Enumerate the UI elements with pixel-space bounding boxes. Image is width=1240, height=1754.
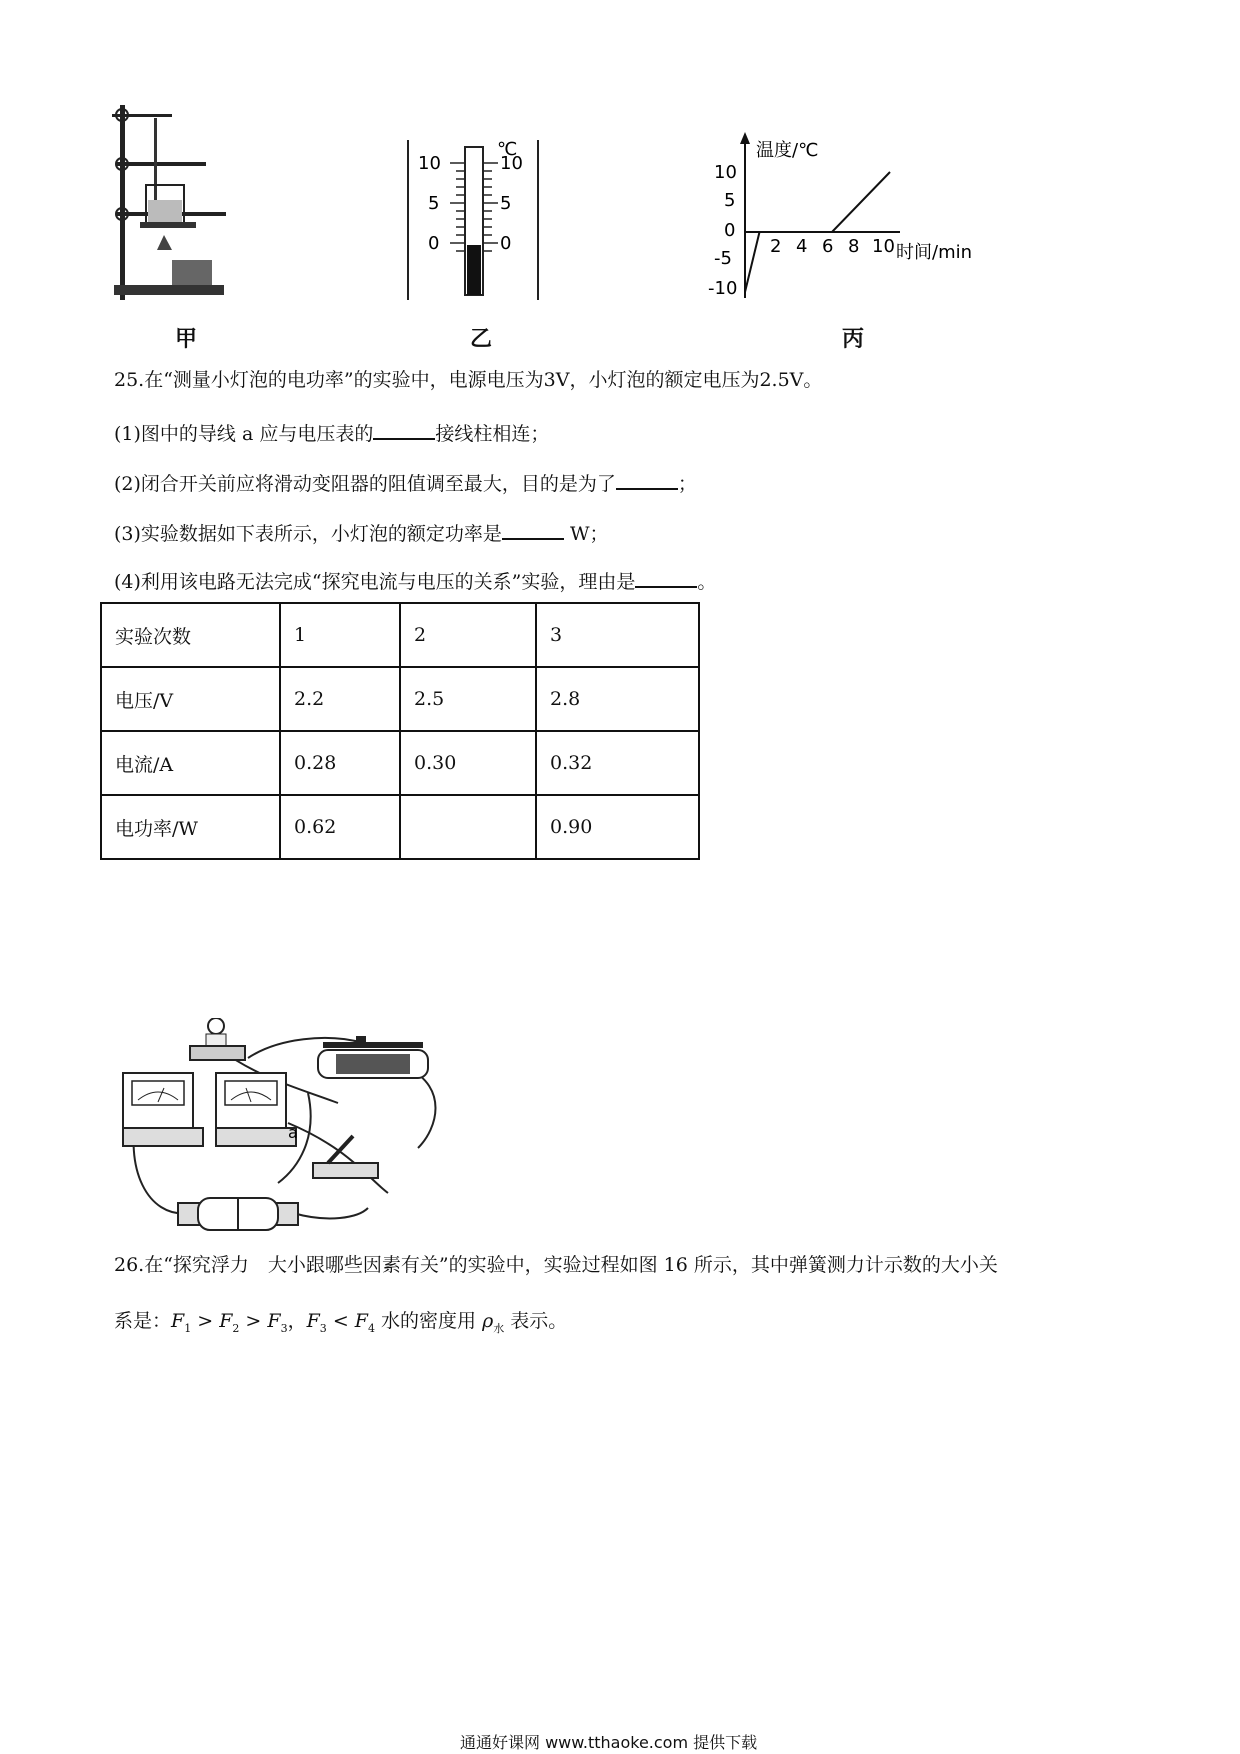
graph-ylabel: 温度/℃ bbox=[756, 140, 819, 161]
q25-part2 bbox=[114, 470, 697, 496]
q26-end-text: 表示。 bbox=[504, 1310, 568, 1332]
q26-line2 bbox=[114, 1309, 567, 1341]
ammeter-icon bbox=[123, 1073, 203, 1146]
bulb-icon bbox=[190, 1018, 245, 1060]
graph-x-tick: 2 bbox=[770, 236, 782, 257]
thermo-left-tick: 10 bbox=[418, 153, 441, 174]
gt-sign: > bbox=[239, 1310, 268, 1332]
thermo-right-tick: 0 bbox=[500, 233, 512, 254]
graph-y-tick: 0 bbox=[724, 220, 736, 241]
subscript: 3 bbox=[280, 1321, 288, 1335]
graph-y-tick: 10 bbox=[714, 162, 737, 183]
figure-label-jia: 甲 bbox=[175, 326, 198, 352]
graph-x-tick: 8 bbox=[848, 236, 860, 257]
table-cell: 实验次数 bbox=[101, 603, 280, 667]
q26-prefix: 系是： bbox=[114, 1310, 172, 1332]
graph-x-tick: 10 bbox=[872, 236, 895, 257]
q25-part3-tail: W； bbox=[563, 523, 609, 545]
table-cell: 2.2 bbox=[280, 667, 400, 731]
battery-icon bbox=[178, 1198, 298, 1230]
graph-xlabel: 时间/min bbox=[896, 242, 973, 263]
voltmeter-icon bbox=[216, 1073, 296, 1146]
q25-part4-tail: 。 bbox=[697, 571, 717, 593]
thermo-left-tick: 5 bbox=[428, 193, 440, 214]
table-row bbox=[101, 667, 699, 731]
q25-part4 bbox=[114, 568, 716, 594]
q26-line1: 26.在“探究浮力 大小跟哪些因素有关”的实验中，实验过程如图 16 所示，其中弹簧测力计示数的大小关 bbox=[114, 1254, 998, 1276]
rheostat-icon bbox=[318, 1036, 428, 1078]
symbol-f: F bbox=[354, 1310, 368, 1332]
q25-part3-text: (3)实验数据如下表所示，小灯泡的额定功率是 bbox=[114, 523, 502, 545]
table-cell bbox=[400, 795, 536, 859]
symbol-f: F bbox=[171, 1310, 185, 1332]
thermo-right-tick: 5 bbox=[500, 193, 512, 214]
graph-y-tick: -10 bbox=[708, 278, 738, 299]
symbol-f: F bbox=[306, 1310, 320, 1332]
figure-label-yi: 乙 bbox=[470, 326, 493, 352]
figure-label-bing: 丙 bbox=[842, 326, 865, 352]
table-cell: 电压/V bbox=[101, 667, 280, 731]
table-cell: 2.8 bbox=[536, 667, 699, 731]
figure-jia-apparatus bbox=[112, 100, 237, 310]
graph-x-tick: 6 bbox=[822, 236, 834, 257]
graph-y-tick: -5 bbox=[714, 248, 732, 269]
q25-part1-text: (1)图中的导线 a 应与电压表的 bbox=[114, 423, 374, 445]
table-cell: 电流/A bbox=[101, 731, 280, 795]
table-cell: 0.62 bbox=[280, 795, 400, 859]
subscript: 3 bbox=[319, 1321, 327, 1335]
table-cell: 2 bbox=[400, 603, 536, 667]
lt-sign: < bbox=[326, 1310, 355, 1332]
q25-part1 bbox=[114, 420, 549, 446]
figure-yi-thermometer bbox=[400, 135, 550, 305]
answer-blank[interactable] bbox=[635, 568, 697, 588]
subscript: 水 bbox=[493, 1321, 505, 1335]
table-row bbox=[101, 603, 699, 667]
experiment-data-table bbox=[100, 602, 700, 860]
q25-part4-text: (4)利用该电路无法完成“探究电流与电压的关系”实验，理由是 bbox=[114, 571, 636, 593]
q25-part1-tail: 接线柱相连； bbox=[435, 423, 550, 445]
subscript: 2 bbox=[232, 1321, 240, 1335]
circuit-diagram bbox=[118, 1018, 498, 1238]
table-row bbox=[101, 731, 699, 795]
page-footer: 通通好课网 www.tthaoke.com 提供下载 bbox=[460, 1733, 758, 1752]
graph-y-tick: 5 bbox=[724, 190, 736, 211]
table-cell: 0.30 bbox=[400, 731, 536, 795]
q25-part3 bbox=[114, 520, 609, 546]
comma: ， bbox=[287, 1310, 307, 1332]
thermo-unit: ℃ bbox=[497, 139, 518, 160]
table-cell: 0.90 bbox=[536, 795, 699, 859]
table-cell: 0.32 bbox=[536, 731, 699, 795]
q25-part2-tail: ； bbox=[677, 473, 697, 495]
table-cell: 1 bbox=[280, 603, 400, 667]
answer-blank[interactable] bbox=[373, 420, 435, 440]
circuit-wire-label: a bbox=[288, 1123, 298, 1142]
q25-part2-text: (2)闭合开关前应将滑动变阻器的阻值调至最大，目的是为了 bbox=[114, 473, 616, 495]
answer-blank[interactable] bbox=[616, 470, 678, 490]
symbol-rho: ρ bbox=[482, 1310, 494, 1332]
figure-bing-graph bbox=[700, 130, 1000, 310]
subscript: 1 bbox=[184, 1321, 192, 1335]
thermo-left-tick: 0 bbox=[428, 233, 440, 254]
q25-stem: 25.在“测量小灯泡的电功率”的实验中，电源电压为3V，小灯泡的额定电压为2.5V。 bbox=[114, 369, 823, 391]
table-cell: 0.28 bbox=[280, 731, 400, 795]
symbol-f: F bbox=[267, 1310, 281, 1332]
table-cell: 电功率/W bbox=[101, 795, 280, 859]
table-cell: 2.5 bbox=[400, 667, 536, 731]
graph-x-tick: 4 bbox=[796, 236, 808, 257]
answer-blank[interactable] bbox=[502, 520, 564, 540]
table-cell: 3 bbox=[536, 603, 699, 667]
table-row bbox=[101, 795, 699, 859]
q26-water-text: 水的密度用 bbox=[374, 1310, 483, 1332]
gt-sign: > bbox=[191, 1310, 220, 1332]
symbol-f: F bbox=[219, 1310, 233, 1332]
subscript: 4 bbox=[367, 1321, 375, 1335]
thermo-right-tick: 10 bbox=[500, 153, 523, 174]
